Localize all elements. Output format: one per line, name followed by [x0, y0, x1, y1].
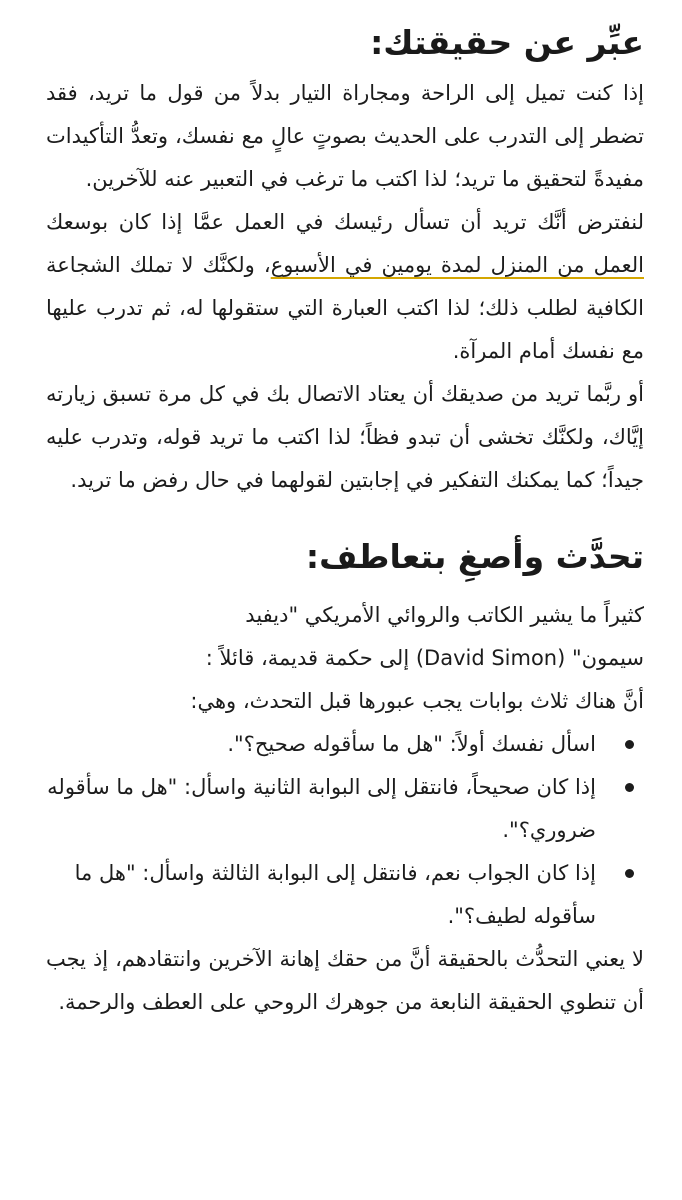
list-item: [46, 723, 644, 766]
paragraph-boss-example: [46, 201, 644, 373]
bullet-icon: [625, 783, 634, 792]
list-item: [46, 766, 644, 852]
paragraph-friend-example: أو ربَّما تريد من صديقك أن يعتاد الاتصال بك في كل مرة تسبق زيارته إيَّاك، ولكنَّك تخشى أن تبدو فظاً؛ لذا اكتب ما تريد قوله، وتدرب عليه جيداً؛ كما يمكنك التفكير في إجابتين لقولهما في حال رفض ما تريد.: [46, 382, 644, 492]
list-item-text: اسأل نفسك أولاً: "هل ما سأقوله صحيح؟".: [227, 732, 596, 756]
paragraph-boss-text-end: ، ولكنَّك لا تملك الشجاعة الكافية لطلب ذلك؛ لذا اكتب العبارة التي ستقولها له، ثم تدرب عليها مع نفسك أمام المرآة.: [46, 253, 644, 363]
list-item-text: إذا كان صحيحاً، فانتقل إلى البوابة الثانية واسأل: "هل ما سأقوله ضروري؟".: [47, 775, 596, 842]
bullet-icon: [625, 740, 634, 749]
gates-list: [46, 723, 644, 938]
section-heading-speak-empathy: تحدَّث وأصغِ بتعاطف:: [305, 537, 644, 576]
bullet-icon: [625, 869, 634, 878]
list-item-text: إذا كان الجواب نعم، فانتقل إلى البوابة الثالثة واسأل: "هل ما سأقوله لطيف؟".: [74, 861, 596, 928]
paragraph-comfort: إذا كنت تميل إلى الراحة ومجاراة التيار بدلاً من قول ما تريد، فقد تضطر إلى التدرب على الحديث بصوتٍ عالٍ مع نفسك، وتعدُّ التأكيدات مفيدةً لتحقيق ما تريد؛ لذا اكتب ما ترغب في التعبير عنه للآخرين.: [46, 81, 644, 191]
section-heading-express-truth: عبِّر عن حقيقتك:: [370, 23, 644, 62]
work-from-home-link[interactable]: العمل من المنزل لمدة يومين في الأسبوع: [270, 253, 644, 277]
list-item: [46, 852, 644, 938]
paragraph-boss-text-start: لنفترض أنَّك تريد أن تسأل رئيسك في العمل عمَّا إذا كان بوسعك: [46, 210, 644, 234]
intro-line-1: كثيراً ما يشير الكاتب والروائي الأمريكي "ديفيد: [245, 603, 644, 627]
paragraph-closing: لا يعني التحدُّث بالحقيقة أنَّ من حقك إهانة الآخرين وانتقادهم، إذ يجب أن تنطوي الحقيقة النابعة من جوهرك الروحي على العطف والرحمة.: [46, 947, 644, 1014]
intro-line-3: أنَّ هناك ثلاث بوابات يجب عبورها قبل التحدث، وهي:: [190, 689, 644, 713]
intro-line-2: سيمون" (David Simon) إلى حكمة قديمة، قائلاً :: [205, 646, 644, 670]
